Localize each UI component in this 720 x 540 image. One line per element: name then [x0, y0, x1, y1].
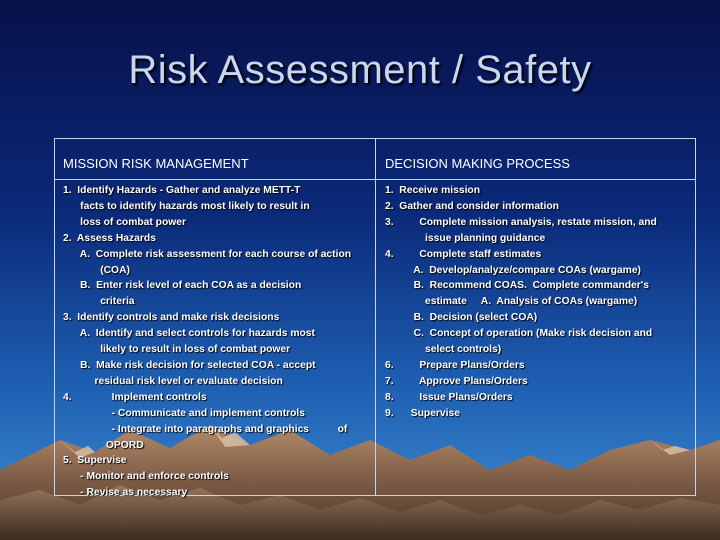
column-divider: [375, 139, 376, 495]
list-item: 5. Supervise: [63, 455, 127, 467]
list-item: - Communicate and implement controls: [63, 407, 306, 419]
list-item: - Integrate into paragraphs and graphics of: [63, 423, 348, 435]
list-item: B. Make risk decision for selected COA - accept: [63, 359, 316, 371]
list-item: A. Develop/analyze/compare COAs (wargame): [385, 264, 641, 276]
list-item: A. Identify and select controls for hazards most: [63, 328, 315, 340]
list-item: OPORD: [63, 439, 144, 451]
list-item: B. Recommend COAS. Complete commander's: [385, 280, 649, 292]
list-item: A. Complete risk assessment for each course of action: [63, 248, 352, 260]
comparison-table: [54, 138, 696, 499]
list-item: 9. Supervise: [385, 407, 460, 419]
list-item: 1. Receive mission: [385, 185, 481, 196]
list-item: criteria: [63, 296, 135, 308]
list-item: select controls): [385, 344, 502, 356]
list-item: B. Decision (select COA): [385, 312, 538, 324]
list-item: 3. Identify controls and make risk decisions: [63, 312, 280, 324]
decision-making-process-header: DECISION MAKING PROCESS: [385, 156, 570, 171]
slide-title: Risk Assessment / Safety: [128, 48, 592, 92]
list-item: 4. Complete staff estimates: [385, 248, 542, 260]
list-item: facts to identify hazards most likely to result in: [63, 200, 310, 212]
list-item: - Monitor and enforce controls: [63, 471, 229, 483]
list-item: 1. Identify Hazards - Gather and analyze METT-T: [63, 185, 301, 196]
list-item: 3. Complete mission analysis, restate mission, and: [385, 216, 657, 228]
mission-risk-management-steps: [63, 183, 369, 501]
mission-risk-management-header: MISSION RISK MANAGEMENT: [63, 156, 249, 171]
decision-making-process-steps: [385, 183, 691, 422]
list-item: 8. Issue Plans/Orders: [385, 391, 513, 403]
list-item: estimate A. Analysis of COAs (wargame): [385, 296, 638, 308]
list-item: 2. Assess Hazards: [63, 232, 156, 244]
list-item: 2. Gather and consider information: [385, 200, 559, 212]
list-item: (COA): [63, 264, 130, 276]
list-item: 7. Approve Plans/Orders: [385, 375, 528, 387]
list-item: likely to result in loss of combat power: [63, 344, 291, 356]
list-item: 6. Prepare Plans/Orders: [385, 359, 525, 371]
list-item: residual risk level or evaluate decision: [63, 375, 283, 387]
list-item: - Revise as necessary: [63, 487, 188, 499]
list-item: issue planning guidance: [385, 232, 546, 244]
list-item: 4. Implement controls: [63, 391, 207, 403]
list-item: loss of combat power: [63, 216, 187, 228]
list-item: B. Enter risk level of each COA as a decision: [63, 280, 302, 292]
list-item: C. Concept of operation (Make risk decision and: [385, 328, 653, 340]
